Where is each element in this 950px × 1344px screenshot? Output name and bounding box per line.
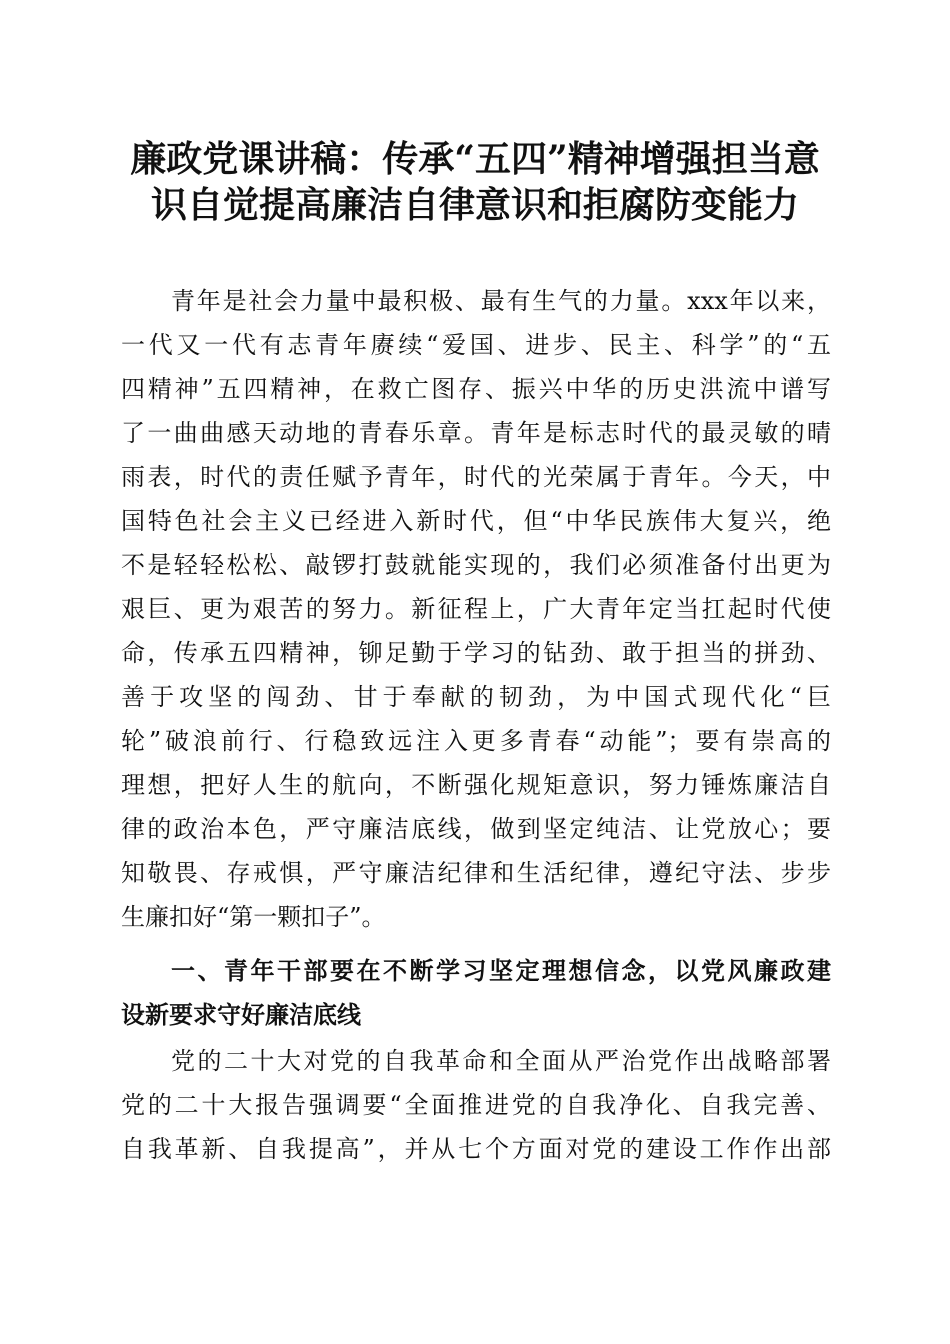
document-title-line-2: 识自觉提高廉洁自律意识和拒腐防变能力 [150,184,799,226]
paragraph-1-line-12: 理想，把好人生的航向，不断强化规矩意识，努力锤炼廉洁自 [121,771,831,799]
paragraph-1-line-5: 雨表，时代的责任赋予青年，时代的光荣属于青年。今天，中 [121,463,831,491]
paragraph-1-line-8: 艰巨、更为艰苦的努力。新征程上，广大青年定当扛起时代使 [121,595,831,623]
paragraph-2-line-3: 自我革新、自我提高”，并从七个方面对党的建设工作作出部 [121,1135,831,1163]
paragraph-2-line-1: 党的二十大对党的自我革命和全面从严治党作出战略部署 [171,1047,831,1075]
paragraph-1-line-2: 一代又一代有志青年赓续“爱国、进步、民主、科学”的“五 [121,331,831,359]
paragraph-1-line-4: 了一曲曲感天动地的青春乐章。青年是标志时代的最灵敏的晴 [121,419,831,447]
paragraph-1-line-14: 知敬畏、存戒惧，严守廉洁纪律和生活纪律，遵纪守法、步步 [121,859,831,887]
paragraph-2-line-2: 党的二十大报告强调要“全面推进党的自我净化、自我完善、 [121,1091,831,1119]
section-1-heading-line-2: 设新要求守好廉洁底线 [121,1001,361,1029]
paragraph-1-line-1: 青年是社会力量中最积极、最有生气的力量。xxx年以来， [171,287,831,315]
paragraph-1-line-9: 命，传承五四精神，铆足勤于学习的钻劲、敢于担当的拼劲、 [121,639,831,667]
paragraph-1-line-13: 律的政治本色，严守廉洁底线，做到坚定纯洁、让党放心；要 [121,815,831,843]
paragraph-1-line-15: 生廉扣好“第一颗扣子”。 [121,903,386,931]
paragraph-1-line-6: 国特色社会主义已经进入新时代，但“中华民族伟大复兴，绝 [121,507,831,535]
paragraph-1-line-7: 不是轻轻松松、敲锣打鼓就能实现的，我们必须准备付出更为 [121,551,831,579]
paragraph-1-line-10: 善于攻坚的闯劲、甘于奉献的韧劲，为中国式现代化“巨 [121,683,831,711]
paragraph-1-line-3: 四精神”五四精神，在救亡图存、振兴中华的历史洪流中谱写 [121,375,831,403]
section-1-heading-line-1: 一、青年干部要在不断学习坚定理想信念，以党风廉政建 [171,957,831,985]
document-title-line-1: 廉政党课讲稿：传承“五四”精神增强担当意 [130,138,820,180]
paragraph-1-line-11: 轮”破浪前行、行稳致远注入更多青春“动能”；要有崇高的 [121,727,831,755]
